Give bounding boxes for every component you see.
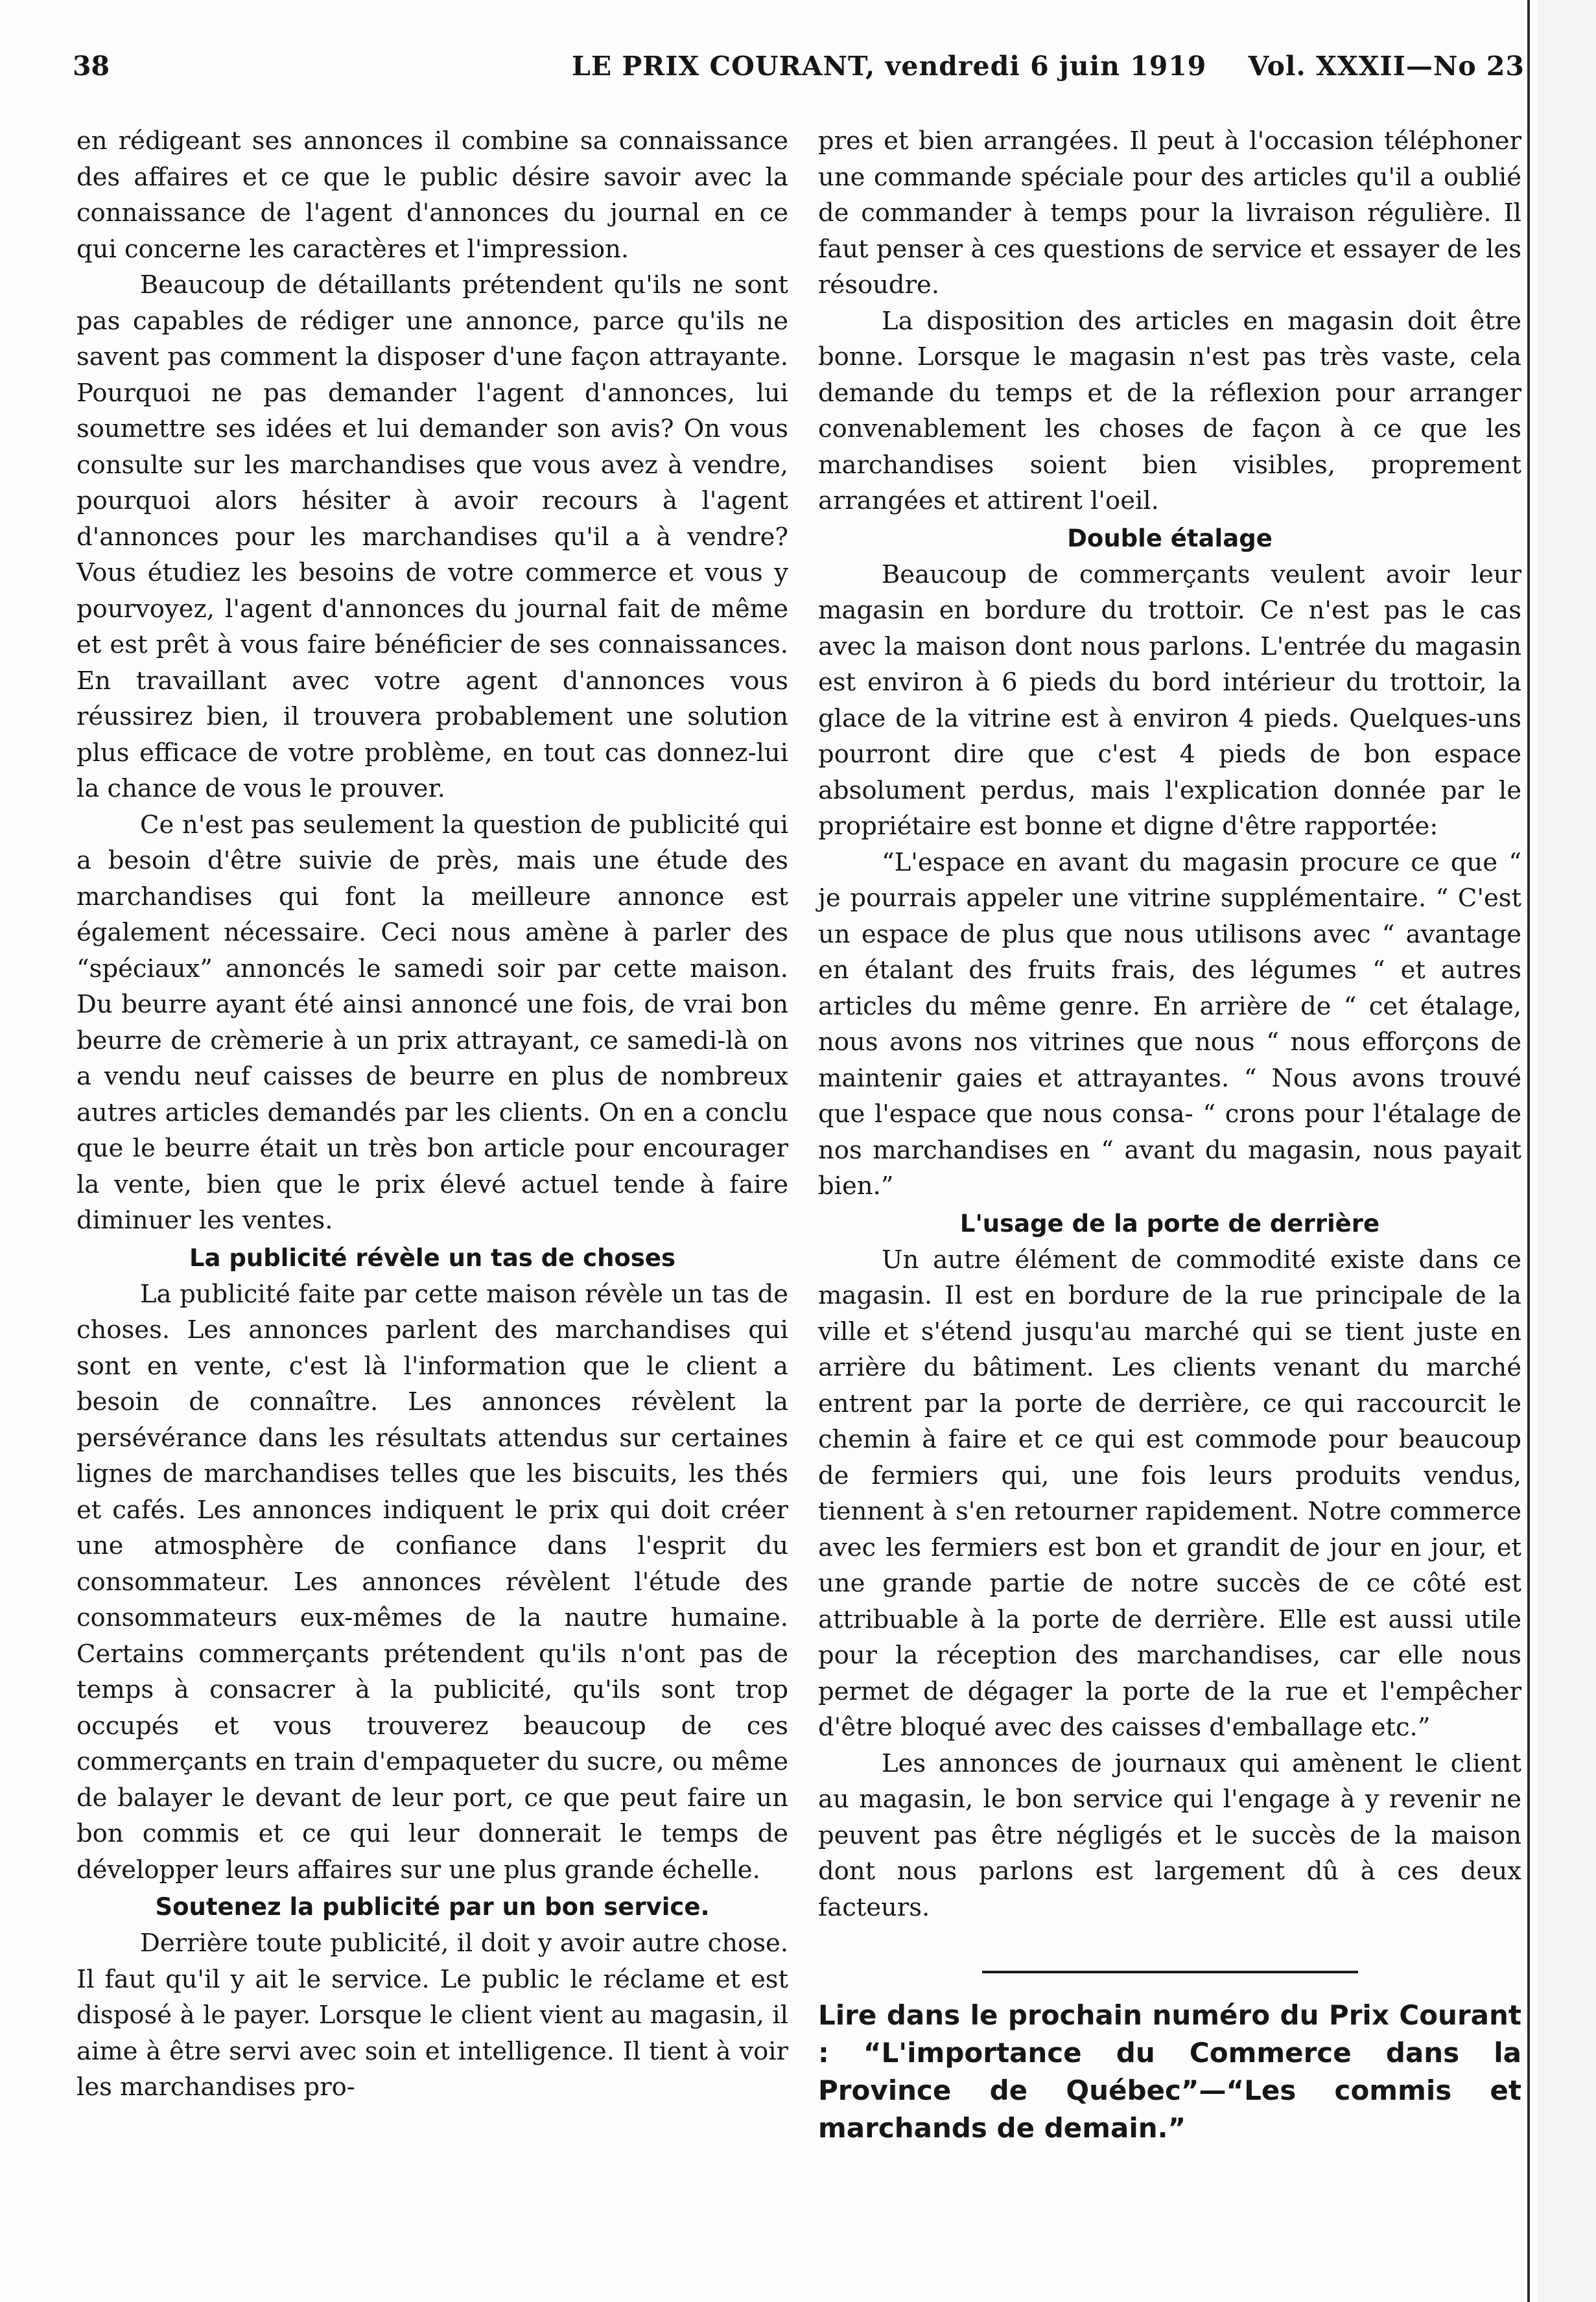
paragraph: Derrière toute publicité, il doit y avoir autre chose. Il faut qu'il y ait le service. Le public le réclame et est disposé à le payer. Lorsque le client vient au magasin, il aime à être servi avec soin et intelligence. Il tient à voir les marchandises pro- — [76, 1929, 788, 2102]
publication-title: LE PRIX COURANT, vendredi 6 juin 1919 — [572, 51, 1207, 82]
next-issue-notice: Lire dans le prochain numéro du Prix Courant : “L'importance du Commerce dans la Province de Québec”—“Les commis et marchands de demain.” — [818, 1999, 1521, 2144]
section-heading: L'usage de la porte de derrière — [959, 1209, 1380, 1238]
paragraph: en rédigeant ses annonces il combine sa connaissance des affaires et ce que le public désire savoir avec la connaissance de l'agent d'annonces du journal en ce qui concerne les caractères et l'impression. — [76, 126, 788, 264]
paragraph: pres et bien arrangées. Il peut à l'occasion téléphoner une commande spéciale pour des articles qu'il a oublié de commander à temps pour la livraison régulière. Il faut penser à ces questions de service et essayer de les résoudre. — [818, 126, 1521, 299]
paragraph: Ce n'est pas seulement la question de publicité qui a besoin d'être suivie de près, mais une étude des marchandises qui font la meilleure annonce est également nécessaire. Ceci nous amène à parler des “spéciaux” annoncés le samedi soir par cette maison. Du beurre ayant été ainsi annoncé une fois, de vrai bon beurre de crèmerie à un prix attrayant, ce samedi-là on a vendu neuf caisses de beurre en plus de nombreux autres articles demandés par les clients. On en a conclu que le beurre était un très bon article pour encourager la vente, bien que le prix élevé actuel tende à faire diminuer les ventes. — [76, 810, 788, 1235]
paragraph: Un autre élément de commodité existe dans ce magasin. Il est en bordure de la rue principale de la ville et s'étend jusqu'au marché qui se tient juste en arrière du bâtiment. Les clients venant du marché entrent par la porte de derrière, ce qui raccourcit le chemin à faire et ce qui est commode pour beaucoup de fermiers qui, une fois leurs produits vendus, tiennent à s'en retourner rapidement. Notre commerce avec les fermiers est bon et grandit de jour en jour, et une grande partie de notre succès de ce côté est attribuable à la porte de derrière. Elle est aussi utile pour la réception des marchandises, car elle nous permet de dégager la porte de la rue et l'empêcher d'être bloqué avec des caisses d'emballage etc.” — [818, 1245, 1521, 1742]
paragraph: Beaucoup de commerçants veulent avoir leur magasin en bordure du trottoir. Ce n'est pas le cas avec la maison dont nous parlons. L'entrée du magasin est environ à 6 pieds du bord intérieur du trottoir, la glace de la vitrine est à environ 4 pieds. Quelques-uns pourront dire que c'est 4 pieds de bon espace absolument perdus, mais l'explication donnée par le propriétaire est bonne et digne d'être rapportée: — [818, 559, 1521, 841]
quoted-paragraph: “L'espace en avant du magasin procure ce que “ je pourrais appeler une vitrine supplémentaire. “ C'est un espace de plus que nous utilisons avec “ avantage en étalant des fruits frais, des légumes “ et autres articles du même genre. En arrière de “ cet étalage, nous avons nos vitrines que nous “ nous efforçons de maintenir gaies et attrayantes. “ Nous avons trouvé que l'espace que nous consa- “ crons pour l'étalage de nos marchandises en “ avant du magasin, nous payait bien.” — [818, 847, 1521, 1201]
adjacent-page-edge — [1538, 0, 1596, 2302]
right-column — [818, 123, 1521, 2147]
section-heading: Soutenez la publicité par un bon service. — [155, 1893, 710, 1921]
paragraph: Beaucoup de détaillants prétendent qu'ils ne sont pas capables de rédiger une annonce, parce qu'ils ne savent pas comment la disposer d'une façon attrayante. Pourquoi ne pas demander l'agent d'annonces, lui soumettre ses idées et lui demander son avis? On vous consulte sur les marchandises que vous avez à vendre, pourquoi alors hésiter à avoir recours à l'agent d'annonces pour les marchandises qu'il a à vendre? Vous étudiez les besoins de votre commerce et vous y pourvoyez, l'agent d'annonces du journal fait de même et est prêt à vous faire bénéficier de ses connaissances. En travaillant avec votre agent d'annonces vous réussirez bien, il trouvera probablement une solution plus efficace de votre problème, en tout cas donnez-lui la chance de vous le prouver. — [76, 270, 788, 803]
separator-rule — [982, 1971, 1358, 1973]
left-column — [76, 123, 788, 2106]
volume-number: Vol. XXXII—No 23 — [1248, 51, 1525, 82]
paragraph: Les annonces de journaux qui amènent le client au magasin, le bon service qui l'engage à y revenir ne peuvent pas être négligés et le succès de la maison dont nous parlons est largement dû à ces deux facteurs. — [818, 1748, 1521, 1922]
paragraph: La disposition des articles en magasin doit être bonne. Lorsque le magasin n'est pas très vaste, cela demande du temps et de la réflexion pour arranger convenablement les choses de façon à ce que les marchandises soient bien visibles, proprement arrangées et attirent l'oeil. — [818, 306, 1521, 515]
paragraph: La publicité faite par cette maison révèle un tas de choses. Les annonces parlent des marchandises qui sont en vente, c'est là l'information que le client a besoin de connaître. Les annonces révèlent la persévérance dans les résultats attendus sur certaines lignes de marchandises telles que les biscuits, les thés et cafés. Les annonces indiquent le prix qui doit créer une atmosphère de confiance dans l'esprit du consommateur. Les annonces révèlent l'étude des consommateurs eux-mêmes de la nautre humaine. Certains commerçants prétendent qu'ils n'ont pas de temps à consacrer à la publicité, qu'ils sont trop occupés et vous trouverez beaucoup de ces commerçants en train d'empaqueter du sucre, ou même de balayer le devant de leur port, ce que peut faire un bon commis et ce qui leur donnerait le temps de développer leurs affaires sur une plus grande échelle. — [76, 1279, 788, 1885]
section-heading: La publicité révèle un tas de choses — [189, 1243, 675, 1272]
running-header — [73, 51, 1525, 96]
section-heading: Double étalage — [1067, 524, 1273, 552]
page-edge-rule — [1527, 0, 1530, 2302]
page-number: 38 — [73, 51, 110, 82]
